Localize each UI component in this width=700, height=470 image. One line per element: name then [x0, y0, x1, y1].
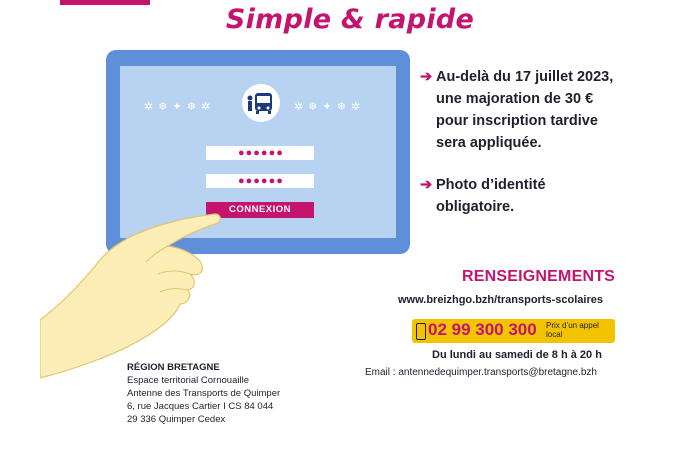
sparkle-decoration-left: ✲ ❄ ✦ ❄ ✲ — [144, 101, 212, 113]
arrow-right-icon: ➔ — [420, 69, 433, 85]
bullet-photo — [420, 174, 610, 218]
pointing-hand-icon — [40, 200, 230, 380]
phone-note: Prix d’un appel local — [546, 321, 599, 339]
arrow-right-icon: ➔ — [420, 177, 433, 193]
address-line: Espace territorial Cornouaille — [127, 375, 249, 386]
password-mask: ●●●●●● — [238, 147, 284, 159]
phone-box — [412, 319, 615, 343]
org-name: RÉGION BRETAGNE — [127, 362, 220, 373]
info-title: RENSEIGNEMENTS — [462, 268, 616, 285]
headline: Simple & rapide — [225, 4, 475, 35]
password-field-1[interactable] — [206, 146, 314, 160]
phone-icon — [416, 323, 426, 340]
email-link[interactable]: Email : antennedequimper.transports@bretagne.bzh — [365, 367, 597, 378]
bullet-late-fee — [420, 66, 620, 154]
address-line: 29 336 Quimper Cedex — [127, 414, 226, 425]
bullet-text: Photo d’identité obligatoire. — [436, 177, 546, 215]
address-block — [127, 361, 280, 426]
connexion-button[interactable]: CONNEXION — [206, 202, 314, 218]
opening-hours: Du lundi au samedi de 8 h à 20 h — [432, 349, 602, 361]
sparkle-decoration-right: ✲ ❄ ✦ ❄ ✲ — [294, 101, 362, 113]
address-line: Antenne des Transports de Quimper — [127, 388, 281, 399]
password-field-2[interactable] — [206, 174, 314, 188]
address-line: 6, rue Jacques Cartier I CS 84 044 — [127, 401, 274, 412]
password-mask: ●●●●●● — [238, 175, 284, 187]
bullet-text: Au-delà du 17 juillet 2023, une majoration de 30 € pour inscription tardive sera appliquée. — [436, 69, 614, 151]
phone-number[interactable]: 02 99 300 300 — [428, 320, 537, 339]
website-link[interactable]: www.breizhgo.bzh/transports-scolaires — [398, 294, 603, 306]
bus-icon — [242, 84, 280, 122]
